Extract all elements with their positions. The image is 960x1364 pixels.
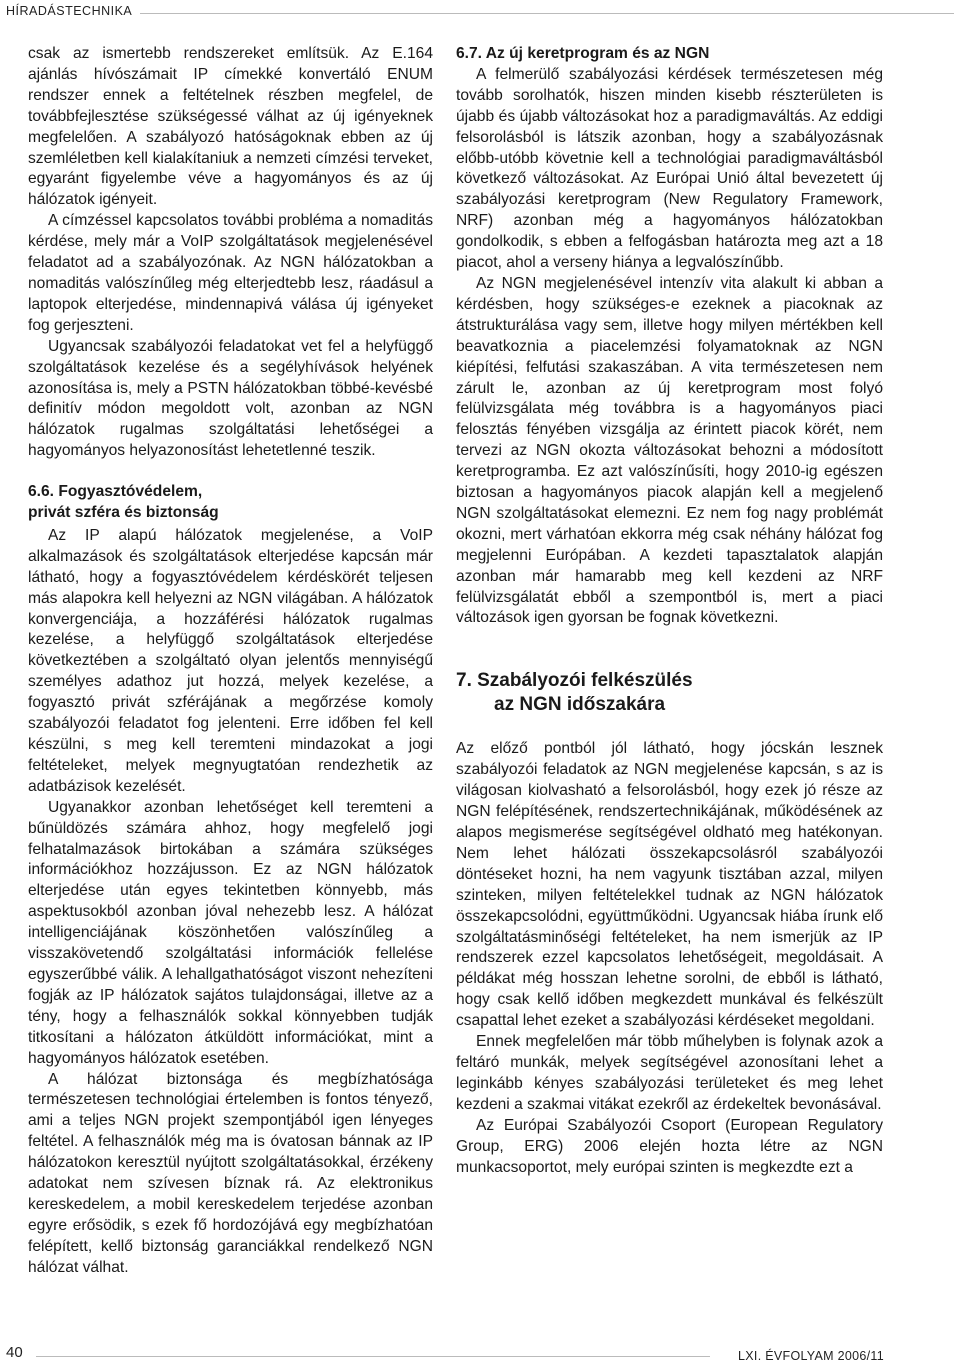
paragraph: A hálózat biztonsága és megbízhatósága természetesen technológiai értelemben is fontos tényező, ami a teljes NGN projekt szempontjából igen lényeges feltétel. A felhasználók még ma is óvatosan bánnak az IP hálózatokon keresztül nyújtott szolgáltatásokkal, érzékeny adatokat nem szívesen bíznak rá. Az elektronikus kereskedelem, a mobil kereskedelem terjedése azonban egyre erősödik, s ezek fő hordozójává egy megbízhatóan felépített, kellő biztonság garanciákkal rendelkező NGN hálózat válhat. xyxy=(28,1070,433,1276)
right-column xyxy=(456,44,883,1178)
paragraph: csak az ismertebb rendszereket említsük. Az E.164 ajánlás hívószámait IP címekké konvertáló ENUM rendszer ennek a feltételnek részben megfelel, de továbbfejlesztése szükségessé válhat az új igényeknek megfelelően. A szabályozó hatóságoknak ebben az új szemléletben kell kialakítaniuk a nemzeti címzési terveket, egyaránt figyelembe véve a hagyományos és az új hálózatok igényeit. xyxy=(28,45,433,209)
heading-line: 7. Szabályozói felkészülés xyxy=(456,670,693,692)
issue-label: LXI. ÉVFOLYAM 2006/11 xyxy=(738,1349,884,1363)
heading-line: az NGN időszakára xyxy=(494,694,666,716)
paragraph: A címzéssel kapcsolatos további probléma a nomaditás kérdése, mely már a VoIP szolgáltatások megjelenésével feladatot ad a szabályozónak. Az NGN hálózatokban a nomaditás valószínűleg még elterjedtebb lesz, ráadásul a laptopok elterjedése, mindennapivá válása új igényeket fog gerjeszteni. xyxy=(28,212,433,334)
page-number: 40 xyxy=(6,1344,23,1361)
heading-line: 6.6. Fogyasztóvédelem, xyxy=(28,483,203,501)
paragraph: A felmerülő szabályozási kérdések természetesen még tovább sorolhatók, hiszen minden kisebb részterületen is újabb és újabb változásokat hoz a paradigmaváltás. Az eddigi felsorolásból is látszik azonban, hogy a szabályozásnak előbb-utóbb követnie kell a technológiai paradigmaváltásból következő változásokat. Az Európai Unió által bevezetett új szabályozási keretprogram (New Regulatory Framework, NRF) azonban még a hagyományos hálózatokban gondolkodik, s ebben a felfogásban határozta meg azt a 18 piacot, ahol a verseny hiánya a legvalószínűbb. xyxy=(456,65,883,272)
section-heading-6-6 xyxy=(28,482,433,524)
footer-rule xyxy=(36,1356,710,1357)
paragraph: Az előző pontból jól látható, hogy jócskán lesznek szabályozói feladatok az NGN megjelenése kapcsán, s az is világosan kiolvasható a felsorolásból, hogy ezek jó része az NGN felépítésének, rendszertechnikájának, működésének az alapos megismerése segítségével oldható meg hatékonyan. Nem lehet hálózati összekapcsolásról szabályozói döntéseket hozni, ha nem vagyunk tisztában azzal, milyen szinteken, milyen feltételekkel tudnak az NGN hálózatok összekapcsolódni, együttműködni. Ugyancsak hiába írunk elő szolgáltatásminőségi feltételeket, ha nem ismerjük az IP rendszerek ezzel kapcsolatos lehetőségeit, megoldásait. A példákat még hosszan lehetne sorolni, de ebből is látható, hogy csak kellő időben megkezdett munkával és felkészült csapattal lehet ezeket a szabályozási kérdéseket megoldani. xyxy=(456,740,883,1030)
section-heading-6-7: 6.7. Az új keretprogram és az NGN xyxy=(456,45,710,62)
left-column xyxy=(28,44,433,1279)
journal-title: HÍRADÁSTECHNIKA xyxy=(6,4,133,18)
paragraph: Ugyanakkor azonban lehetőséget kell teremteni a bűnüldözés számára ahhoz, hogy megfelelő jogi felhatalmazások birtokában a számára szükséges információkhoz hozzájusson. Ez az NGN hálózatok elterjedése után egyes tekintetben könnyebb, más aspektusokból azonban jóval nehezebb lesz. A hálózat intelligenciájának köszönhetően valószínűleg a visszakövetendő szolgáltatási információk fellelése egyszerűbbé válik. A lehallgathatóságot viszont nehezíteni fogják az IP hálózatok sajátos tulajdonságai, illetve az a tény, hogy a felhasználók sokkal könnyebben tudják titkosítani a hálózaton átküldött információkat, mint a hagyományos hálózatok esetében. xyxy=(28,798,433,1067)
heading-line: privát szféra és biztonság xyxy=(28,504,219,522)
paragraph: Az IP alapú hálózatok megjelenése, a VoIP alkalmazások és szolgáltatások elterjedése kapcsán már látható, hogy a fogyasztóvédelem kérdéskörét teljesen más alapokra kell helyezni az NGN világában. A hálózatok konvergenciája, a hozzáférési hálózatok rugalmas kezelése, a helyfüggő szolgáltatások elterjedése következtében a szolgáltató olyan jelentős mennyiségű személyes adathoz jut hozzá, melyek kezelése, a fogyasztó privát szférájának a megőrzése komoly szabályozói feladatot fog jelenteni. Erre időben fel kell készülni, s meg kell teremteni mindazokat a jogi feltételeket, melyek megnyugtatóan rendezhetik az adatbázisok kezelését. xyxy=(28,526,433,795)
header-rule xyxy=(140,13,954,14)
paragraph: Ennek megfelelően már több műhelyben is folynak azok a feltáró munkák, melyek segítségével azonosítani lehet a leginkább kényes szabályozási területeket és meg lehet kezdeni a szakmai vitákat ezekről az érdekeltek bevonásával. xyxy=(456,1033,883,1113)
section-heading-7 xyxy=(456,669,883,717)
paragraph: Az Európai Szabályozói Csoport (European Regulatory Group, ERG) 2006 elején hozta létre az NGN munkacsoportot, mely európai szinten is megkezdte ezt a xyxy=(456,1116,883,1176)
paragraph: Ugyancsak szabályozói feladatokat vet fel a helyfüggő szolgáltatások kezelése és a segélyhívások helyének azonosítása is, mely a PSTN hálózatokban többé-kevésbé definitív módon megoldott volt, azonban az NGN hálózatok rugalmas szolgáltatási lehetőségei a hagyományos helyazonosítást lehetetlenné teszik. xyxy=(28,337,433,460)
paragraph: Az NGN megjelenésével intenzív vita alakult ki abban a kérdésben, hogy szükséges-e ezeknek a piacoknak az átstrukturálása vagy sem, illetve hogy milyen mértékben kell beavatkoznia a piacelemzési folyamatoknak az NGN kiépítési, felfutási szakaszában. A vita természetesen nem zárult le, azonban az új keretprogram most folyó felülvizsgálata még továbbra is a hagyományos piaci felosztás fényében vizsgálja az érintett piacok körét, nem tervezi az NGN okozta változásokat behozni a módosított keretprogramba. Ez azt valószínűsíti, hogy 2010-ig egészen biztosan a hagyományos piacok alapján kell a megjelenő NGN szolgáltatásokat elemezni. Ez nem fog nagy problémát okozni, mert várhatóan ekkorra még csak néhány hálózat fog megjelenni Európában. A kezdeti tapasztalatok alapján azonban már hamarabb meg kell kezdeni az NRF felülvizsgálatát ebből a szempontból is, mert a piaci változások igen gyorsan be fognak következni. xyxy=(456,274,883,627)
